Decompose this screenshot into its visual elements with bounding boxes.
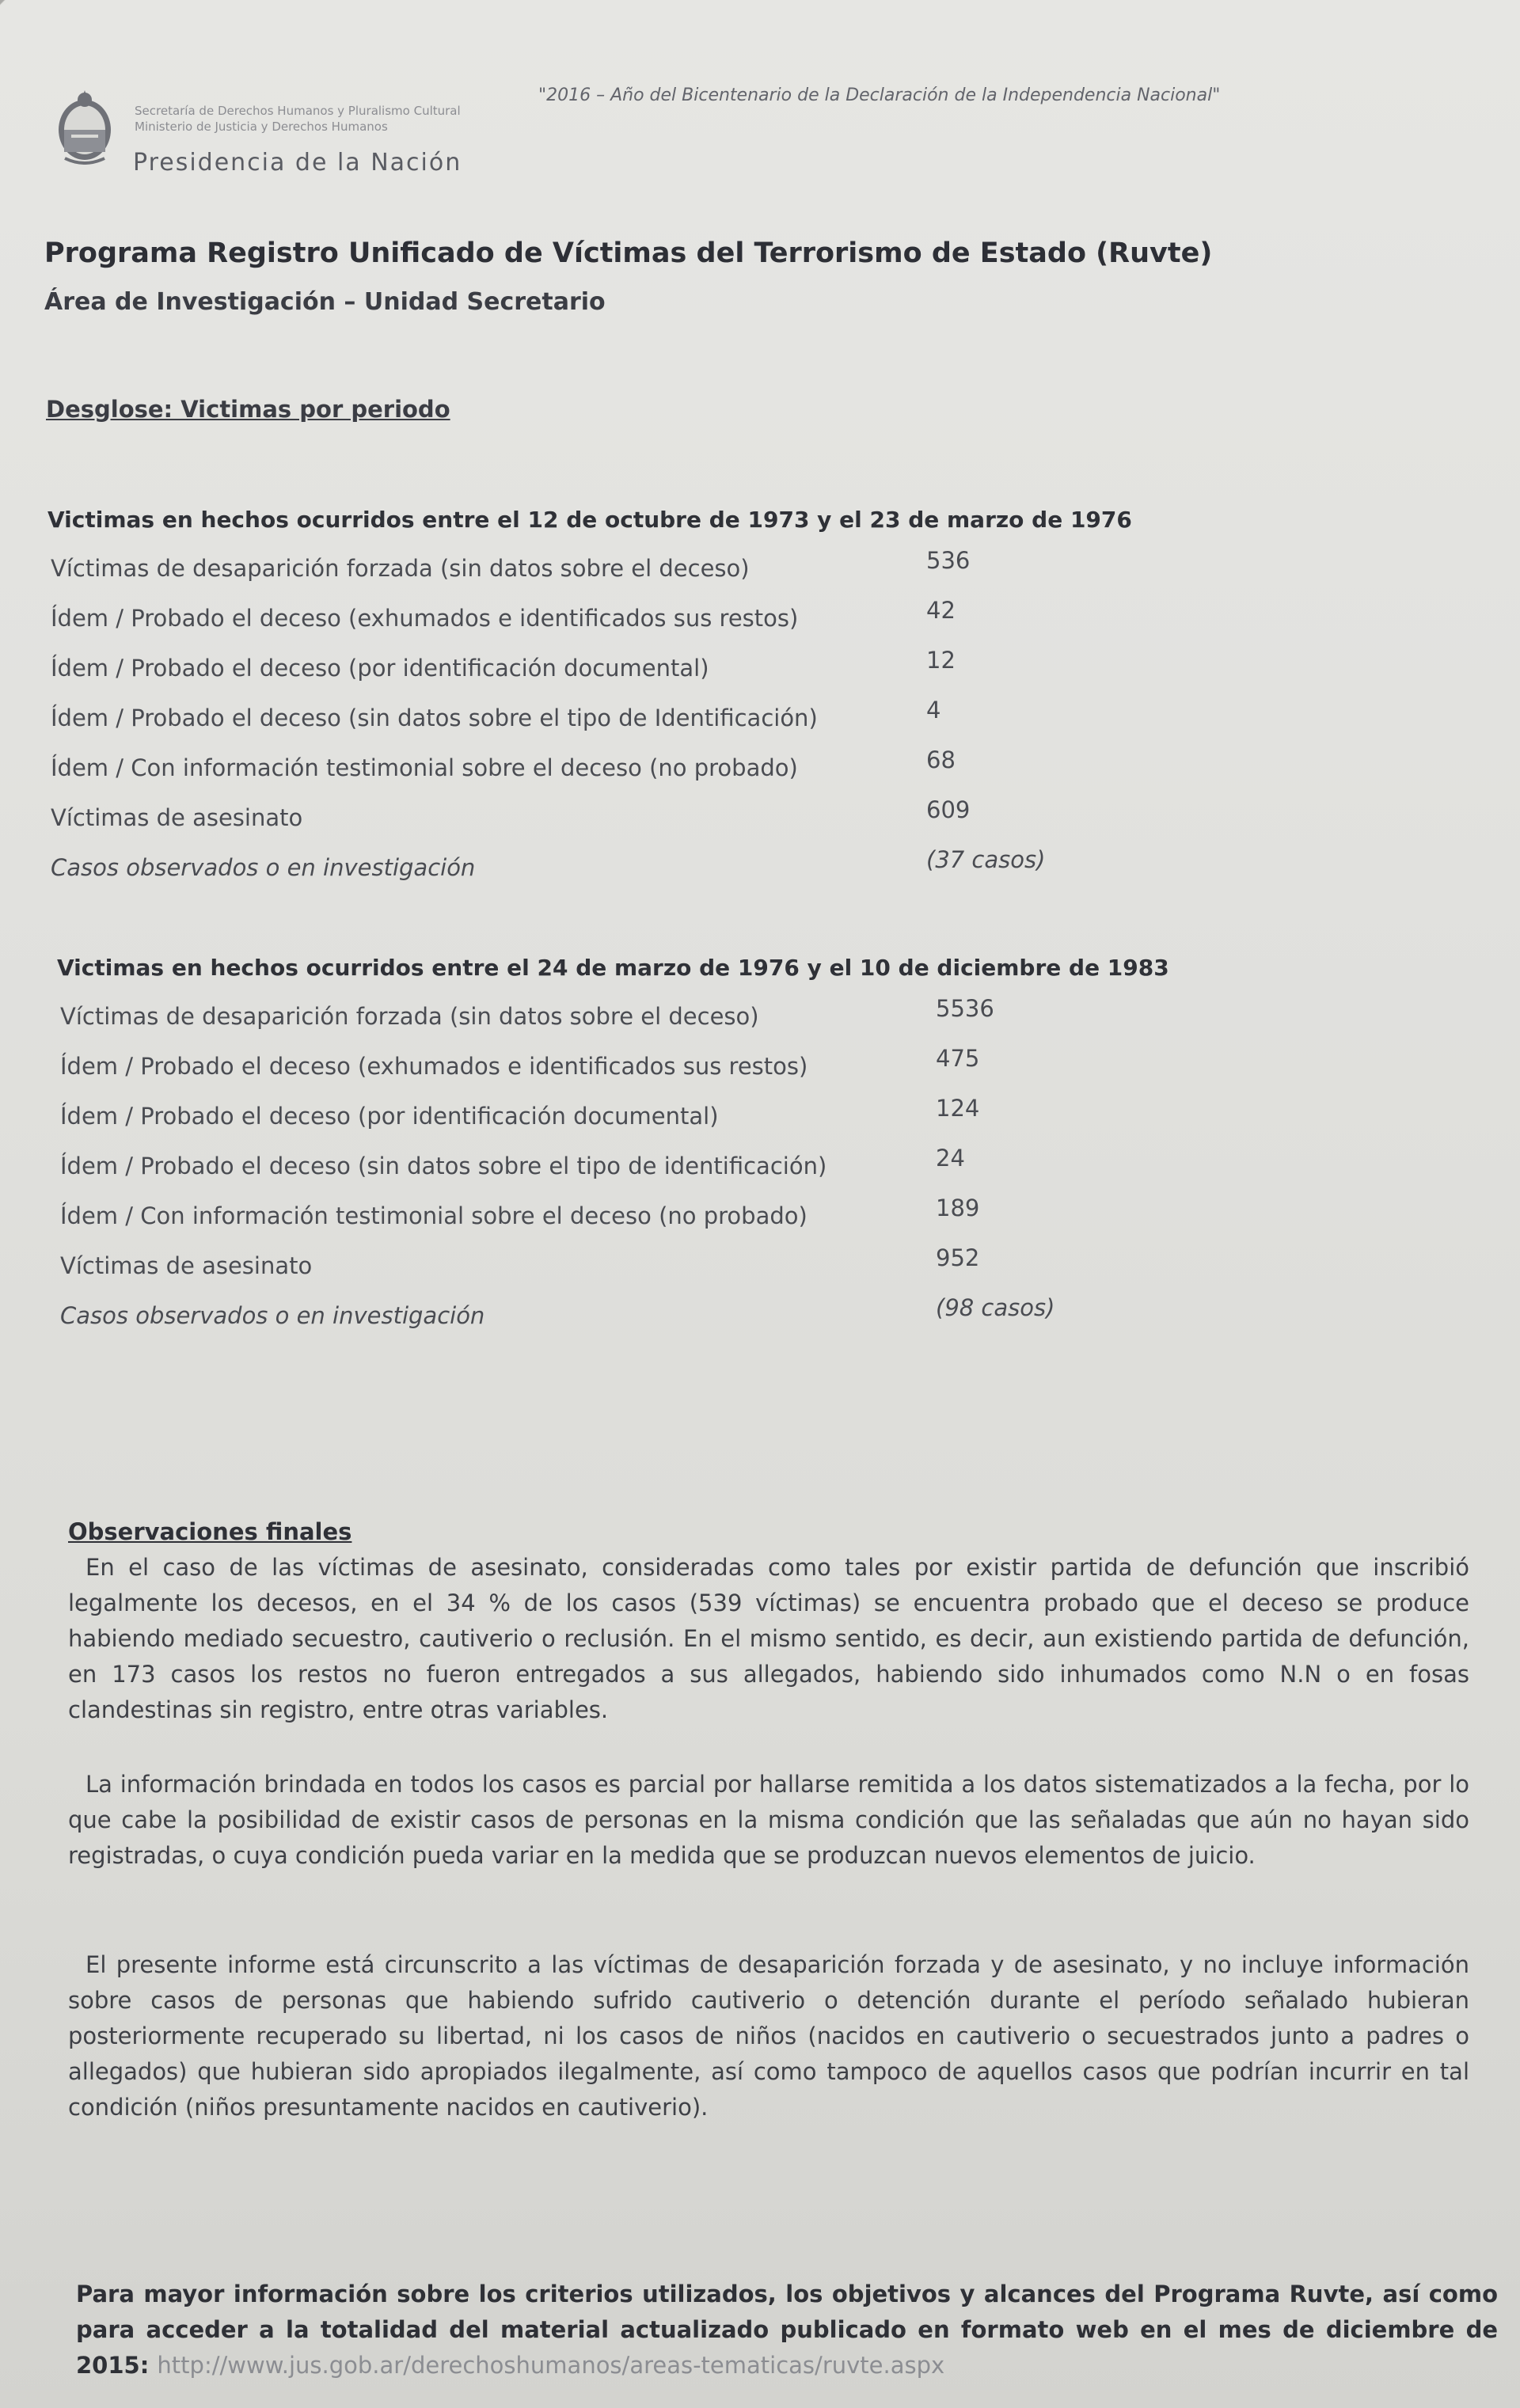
footer-note xyxy=(76,2277,1498,2383)
row-label: Víctimas de desaparición forzada (sin datos sobre el deceso) xyxy=(51,555,750,582)
table-row xyxy=(48,697,1235,746)
row-label: Ídem / Con información testimonial sobre el deceso (no probado) xyxy=(60,1202,808,1229)
ministry-line-1: Secretaría de Derechos Humanos y Pluralismo Cultural xyxy=(135,104,461,118)
row-value: 12 xyxy=(926,647,956,674)
area-title: Área de Investigación – Unidad Secretario xyxy=(44,288,606,316)
row-value: (37 casos) xyxy=(926,846,1046,873)
table-row xyxy=(48,597,1235,647)
row-value: 609 xyxy=(926,796,971,823)
paragraph-text: En el caso de las víctimas de asesinato, consideradas como tales por existir partida de defunción que inscribió legalmente los decesos, en el 34 % de los casos (539 víctimas) se encuentra probado que el deceso se produce habiendo mediado secuestro, cautiverio o reclusión. En el mismo sentido, es decir, aun existiendo partida de defunción, en 173 casos los restos no fueron entregados a sus allegados, habiendo sido inhumados como N.N o en fosas clandestinas sin registro, entre otras variables. xyxy=(68,1554,1469,1723)
row-value: 24 xyxy=(936,1145,965,1172)
row-value: 124 xyxy=(936,1095,980,1122)
table-row xyxy=(57,995,1244,1045)
period-section-1 xyxy=(48,507,1235,896)
row-label: Ídem / Probado el deceso (exhumados e identificados sus restos) xyxy=(60,1053,808,1080)
row-value: 536 xyxy=(926,547,971,574)
letterhead xyxy=(48,79,1472,190)
observation-paragraph xyxy=(68,1767,1469,1874)
coat-of-arms-seal-icon xyxy=(54,89,116,165)
table-row xyxy=(48,796,1235,846)
row-label: Ídem / Probado el deceso (sin datos sobre el tipo de Identificación) xyxy=(51,705,818,731)
table-row xyxy=(57,1145,1244,1195)
ministry-text xyxy=(135,103,546,135)
section-heading: Victimas en hechos ocurridos entre el 24 de marzo de 1976 y el 10 de diciembre de 1983 xyxy=(57,955,1169,981)
observation-paragraph xyxy=(68,1550,1469,1728)
table-row xyxy=(48,547,1235,597)
table-row xyxy=(48,846,1235,896)
footer-text: Para mayor información sobre los criterios utilizados, los objetivos y alcances del Programa Ruvte, así como para acceder a la totalidad del material actualizado publicado en formato web en el mes de diciembre de 2015: xyxy=(76,2281,1498,2379)
ruvte-link[interactable]: http://www.jus.gob.ar/derechoshumanos/areas-tematicas/ruvte.aspx xyxy=(157,2352,945,2379)
paragraph-text: El presente informe está circunscrito a las víctimas de desaparición forzada y de asesinato, y no incluye información sobre casos de personas que habiendo sufrido cautiverio o detención durante el período señalado hubieran posteriormente recuperado su libertad, ni los casos de niños (nacidos en cautiverio o secuestrados junto a padres o allegados) que hubieran sido apropiados ilegalmente, así como tampoco de aquellos casos que podrían incurrir en tal condición (niños presuntamente nacidos en cautiverio). xyxy=(68,1951,1469,2121)
row-value: 4 xyxy=(926,697,941,724)
program-title: Programa Registro Unificado de Víctimas del Terrorismo de Estado (Ruvte) xyxy=(44,237,1213,269)
section-heading: Victimas en hechos ocurridos entre el 12 de octubre de 1973 y el 23 de marzo de 1976 xyxy=(48,507,1132,533)
row-label: Casos observados o en investigación xyxy=(51,854,476,881)
table-row xyxy=(57,1045,1244,1095)
row-value: 189 xyxy=(936,1195,980,1221)
row-label: Ídem / Probado el deceso (sin datos sobre el tipo de identificación) xyxy=(60,1153,827,1179)
table-row xyxy=(57,1195,1244,1244)
row-value: 5536 xyxy=(936,995,994,1022)
observation-paragraph xyxy=(68,1947,1469,2125)
breakdown-title: Desglose: Victimas por periodo xyxy=(46,396,450,423)
year-motto: "2016 – Año del Bicentenario de la Declaración de la Independencia Nacional" xyxy=(538,85,1221,105)
observations-title: Observaciones finales xyxy=(68,1518,352,1545)
paragraph-text: La información brindada en todos los casos es parcial por hallarse remitida a los datos sistematizados a la fecha, por lo que cabe la posibilidad de existir casos de personas en la misma condición que las señaladas que aún no hayan sido registradas, o cuya condición pueda variar en la medida que se produzcan nuevos elementos de juicio. xyxy=(68,1771,1469,1869)
row-label: Ídem / Probado el deceso (por identificación documental) xyxy=(60,1103,719,1130)
row-value: 952 xyxy=(936,1244,980,1271)
ministry-line-2: Ministerio de Justicia y Derechos Humanos xyxy=(135,120,388,134)
row-label: Víctimas de desaparición forzada (sin datos sobre el deceso) xyxy=(60,1003,759,1030)
presidency-label: Presidencia de la Nación xyxy=(133,149,462,177)
table-row xyxy=(57,1095,1244,1145)
row-label: Ídem / Con información testimonial sobre el deceso (no probado) xyxy=(51,754,798,781)
table-row xyxy=(48,746,1235,796)
row-value: 42 xyxy=(926,597,956,624)
period-section-2 xyxy=(57,955,1244,1344)
table-row xyxy=(57,1244,1244,1294)
row-value: 475 xyxy=(936,1045,980,1072)
row-label: Casos observados o en investigación xyxy=(60,1302,485,1329)
row-value: (98 casos) xyxy=(936,1294,1055,1321)
row-label: Víctimas de asesinato xyxy=(51,804,303,831)
row-label: Ídem / Probado el deceso (exhumados e identificados sus restos) xyxy=(51,605,799,632)
row-value: 68 xyxy=(926,746,956,773)
table-row xyxy=(57,1294,1244,1344)
table-row xyxy=(48,647,1235,697)
row-label: Víctimas de asesinato xyxy=(60,1252,313,1279)
row-label: Ídem / Probado el deceso (por identificación documental) xyxy=(51,655,709,682)
